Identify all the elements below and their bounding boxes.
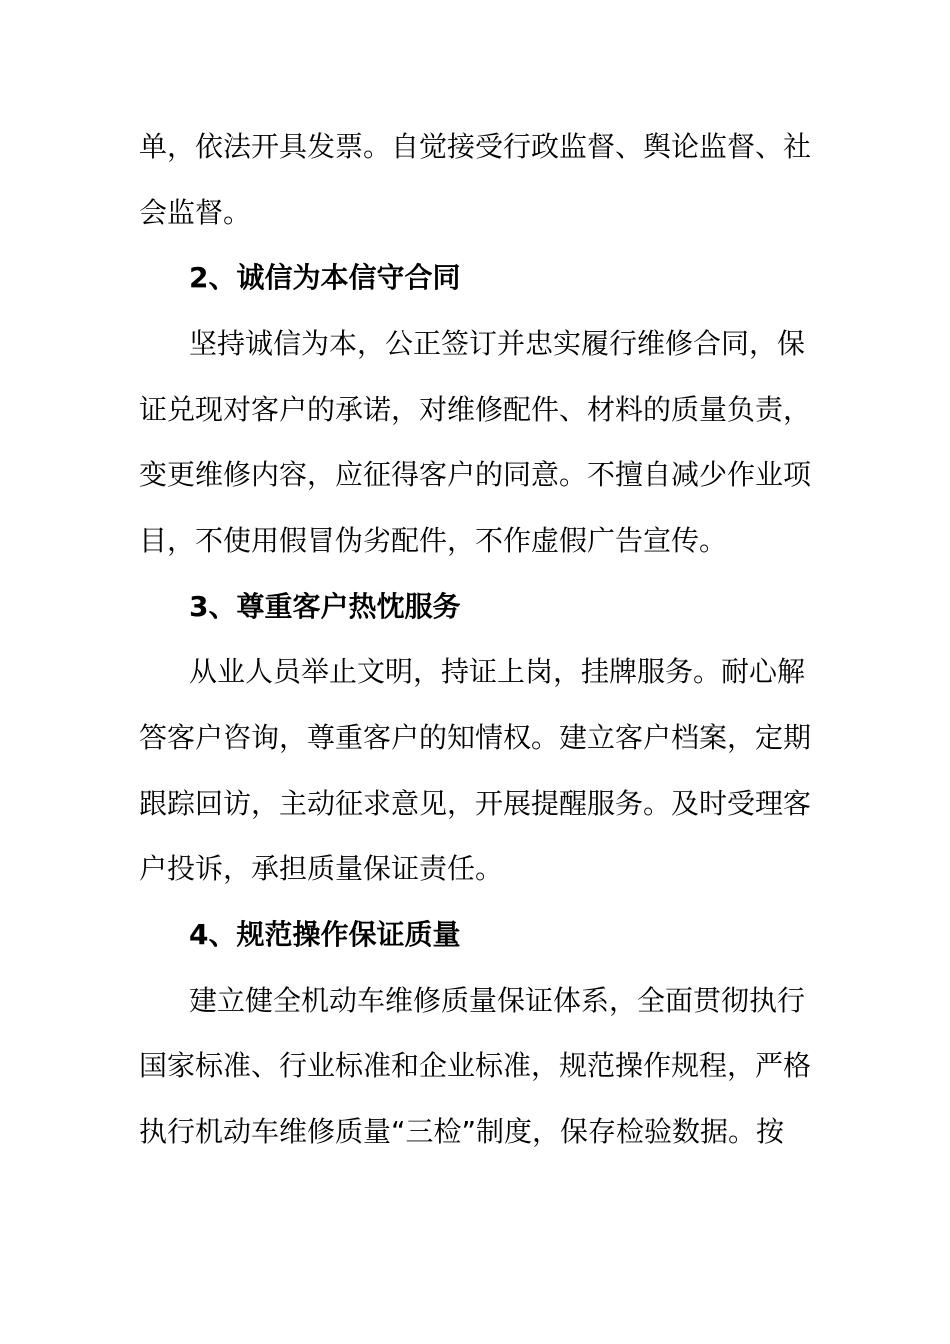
paragraph-first-line: 坚持诚信为本，公正签订并忠实履行维修合同，保	[189, 327, 806, 360]
body-text-line: 证兑现对客户的承诺，对维修配件、材料的质量负责，	[139, 393, 812, 426]
body-text-line: 会监督。	[139, 196, 252, 229]
body-text-line: 目，不使用假冒伪劣配件，不作虚假广告宣传。	[139, 524, 728, 557]
body-text-line: 变更维修内容，应征得客户的同意。不擅自减少作业项	[139, 458, 812, 491]
section-heading-4: 4、规范操作保证质量	[189, 918, 461, 951]
body-text-line: 执行机动车维修质量“三检”制度，保存检验数据。按	[139, 1115, 785, 1148]
body-text-line: 国家标准、行业标准和企业标准，规范操作规程，严格	[139, 1049, 812, 1082]
body-text-line: 单，依法开具发票。自觉接受行政监督、舆论监督、社	[139, 130, 812, 163]
body-text-line: 户投诉，承担质量保证责任。	[139, 852, 504, 885]
paragraph-first-line: 从业人员举止文明，持证上岗，挂牌服务。耐心解	[189, 655, 806, 688]
body-text-line: 跟踪回访，主动征求意见，开展提醒服务。及时受理客	[139, 787, 812, 820]
paragraph-first-line: 建立健全机动车维修质量保证体系，全面贯彻执行	[189, 984, 806, 1017]
section-heading-3: 3、尊重客户热忱服务	[189, 590, 461, 623]
body-text-line: 答客户咨询，尊重客户的知情权。建立客户档案，定期	[139, 721, 812, 754]
section-heading-2: 2、诚信为本信守合同	[189, 261, 461, 294]
